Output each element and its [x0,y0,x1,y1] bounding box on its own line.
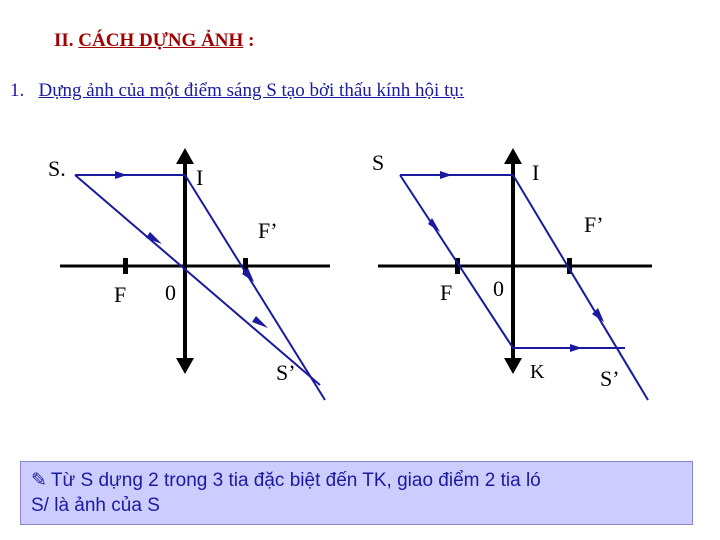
note-line-1: Từ S dựng 2 trong 3 tia đặc biệt đến TK, giao điểm 2 tia ló [50,470,541,491]
lens-bottom-arrow [176,358,194,374]
ray-arrow [252,316,268,328]
label-o: 0 [165,280,176,305]
label-f-prime: F’ [258,218,278,243]
label-o: 0 [493,276,504,301]
ray-through-center [75,175,320,385]
ray-arrow [570,344,582,352]
label-s-prime: S’ [276,360,296,385]
ray-arrow [440,171,452,179]
summary-note [20,461,693,525]
label-i: I [532,160,540,185]
label-f: F [114,282,127,307]
lens-top-arrow [176,148,194,164]
right-diagram [372,148,652,400]
note-line-2: S/ là ảnh của S [31,495,160,516]
subheading-number: 1. [10,80,25,101]
lens-bottom-arrow [504,358,522,374]
label-s-prime: S’ [600,366,620,391]
label-s: S [372,150,385,175]
heading-text: CÁCH DỰNG ẢNH [78,30,244,51]
subheading-text: Dựng ảnh của một điểm sáng S tạo bởi thấu kính hội tụ: [38,80,465,101]
label-k: K [530,361,545,383]
heading-number: II. [54,30,74,51]
ray-through-f [400,175,513,348]
left-diagram [48,148,330,400]
pencil-icon: ✎ [31,470,47,491]
label-i: I [196,165,204,190]
heading-suffix: : [248,30,255,51]
label-f-prime: F’ [584,212,604,237]
label-f: F [440,280,453,305]
ray-arrow [115,171,127,179]
lens-top-arrow [504,148,522,164]
label-s: S. [48,156,66,181]
focus-mark-f [123,258,128,274]
